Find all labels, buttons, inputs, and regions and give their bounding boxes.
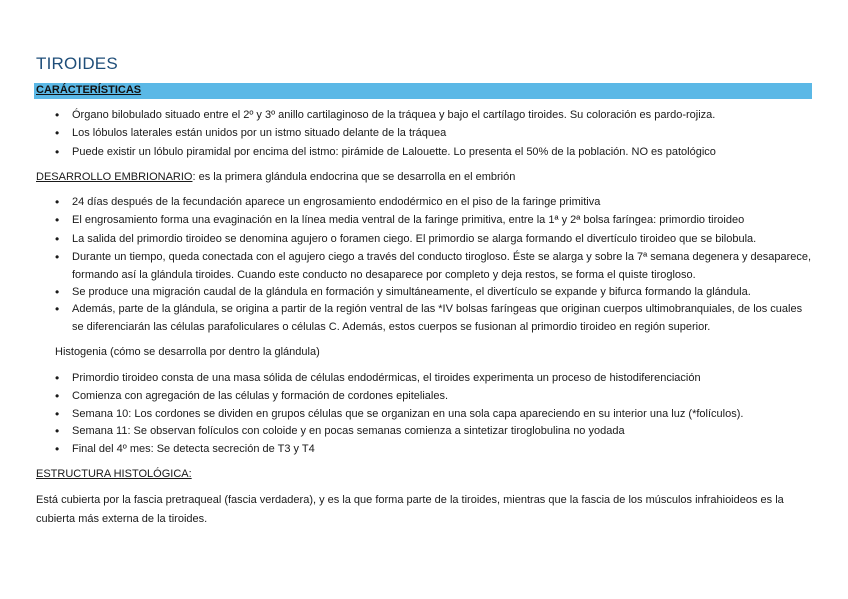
list-item: • Semana 11: Se observan folículos con coloide y en pocas semanas comienza a sintetizar tiroglobulina no yodada [72,423,812,441]
list-item: • Puede existir un lóbulo piramidal por encima del istmo: pirámide de Lalouette. Lo presenta el 50% de la población. NO es patológico [72,144,812,162]
section-heading-bar [34,83,812,99]
list-item: • Semana 10: Los cordones se dividen en grupos células que se organizan en una sola capa apareciendo en su interior una luz (*folículos). [72,406,812,424]
list-item: • Se produce una migración caudal de la glándula en formación y simultáneamente, el divertículo se expande y bifurca formando la glándula. [72,284,812,302]
desarrollo-heading: DESARROLLO EMBRIONARIO [36,171,193,183]
desarrollo-heading-line [36,169,515,187]
list-item: • Primordio tiroideo consta de una masa sólida de células endodérmicas, el tiroides experimenta un proceso de histodiferenciación [72,370,812,388]
list-item: • Además, parte de la glándula, se origina a partir de la región ventral de las *IV bolsas faríngeas que originan cuerpos ultimobranquiales, de los cuales se diferenciarán las células parafoliculares o células C. Además, estos cuerpos se fusionan al primordio tiroideo en región superior. [72,301,812,336]
desarrollo-intro: : es la primera glándula endocrina que se desarrolla en el embrión [192,171,516,183]
list-item: • Durante un tiempo, queda conectada con el agujero ciego a través del conducto tirogloso. Éste se alarga y sobre la 7ª semana degenera y desaparece, formando así la glándula tiroides. Cuando este conducto no desaparece por completo y deja restos, se forma el quiste tirogloso. [72,249,812,284]
list-item: • Comienza con agregación de las células y formación de cordones epiteliales. [72,388,812,406]
estructura-heading: ESTRUCTURA HISTOLÓGICA: [36,468,192,480]
caracteristicas-heading: CARÁCTERÍSTICAS [36,84,142,96]
estructura-paragraph: Está cubierta por la fascia pretraqueal (fascia verdadera), y es la que forma parte de la tiroides, mientras que la fascia de los músculos infrahioideos es la cubierta más externa de la tiroides. [36,494,784,525]
list-item: • Los lóbulos laterales están unidos por un istmo situado delante de la tráquea [72,125,812,143]
list-item: • El engrosamiento forma una evaginación en la línea media ventral de la faringe primitiva, entre la 1ª y 2ª bolsa faríngea: primordio tiroideo [72,212,812,230]
list-item: • Órgano bilobulado situado entre el 2º y 3º anillo cartilaginoso de la tráquea y bajo el cartílago tiroides. Su coloración es pardo-rojiza. [72,107,812,125]
histogenia-heading: Histogenia (cómo se desarrolla por dentro la glándula) [55,346,320,358]
list-item: • 24 días después de la fecundación aparece un engrosamiento endodérmico en el piso de la faringe primitiva [72,194,812,212]
list-item: • La salida del primordio tiroideo se denomina agujero o foramen ciego. El primordio se alarga formando el divertículo tiroideo que se bilobula. [72,231,812,249]
page-title: TIROIDES [36,54,118,73]
list-item: • Final del 4º mes: Se detecta secreción de T3 y T4 [72,441,812,459]
